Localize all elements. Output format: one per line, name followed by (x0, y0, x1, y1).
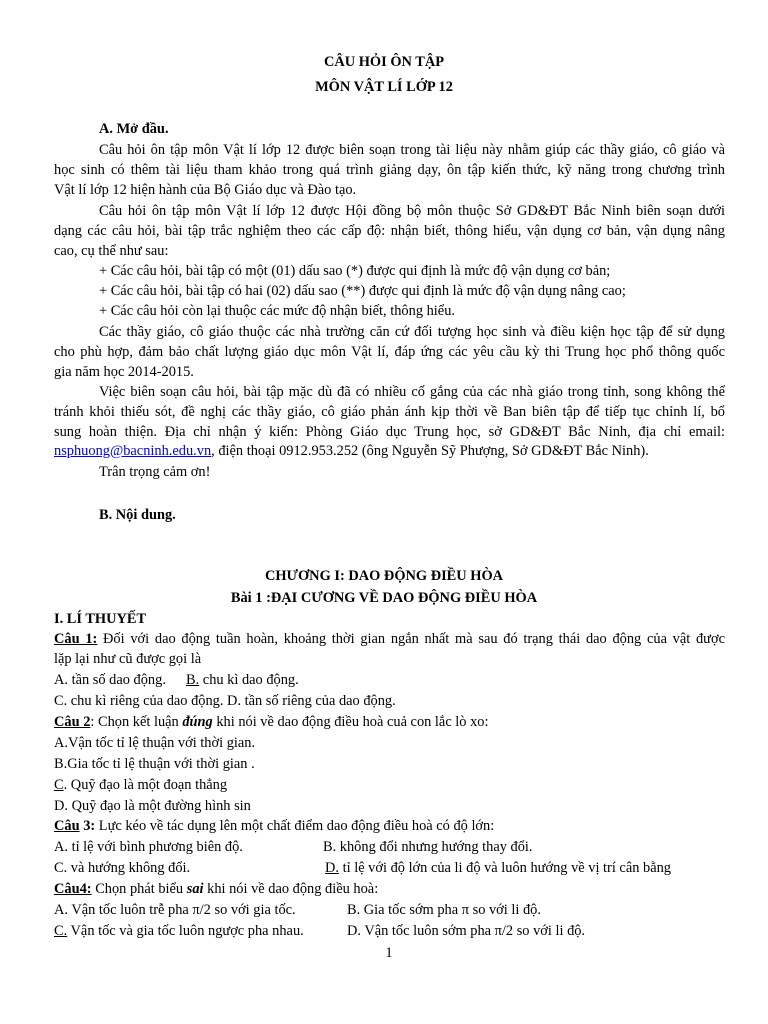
intro-p3-line2: cho phù hợp, đảm bảo chất lượng giáo dục môn Vật lí, đáp ứng các yêu cầu kỳ thi Trung học phổ thông quốc (54, 344, 725, 360)
content-heading: B. Nội dung. (99, 507, 176, 523)
contact-phone-text: , điện thoại 0912.953.252 (ông Nguyễn Sỹ Phượng, Sở GD&ĐT Bắc Ninh). (211, 443, 649, 459)
question-1-text: Đối với dao động tuần hoàn, khoảng thời gian ngắn nhất mà sau đó trạng thái dao động của vật được (97, 631, 725, 647)
question-2-option-c-text: . Quỹ đạo là một đoạn thẳng (63, 777, 228, 793)
question-2-option-b: B.Gia tốc tỉ lệ thuận với thời gian . (54, 756, 255, 772)
question-2-label: Câu 2 (54, 714, 91, 730)
question-1-answer-mark: B. (186, 672, 200, 688)
lesson-title: Bài 1 :ĐẠI CƯƠNG VỀ DAO ĐỘNG ĐIỀU HÒA (230, 590, 538, 606)
question-1-option-a: A. tần số dao động. (54, 672, 166, 688)
question-3-label-number: 3: (79, 818, 96, 834)
intro-p4-line3: sung hoàn thiện. Địa chỉ nhận ý kiến: Phòng Giáo dục Trung học, sở GD&ĐT Bắc Ninh, địa chỉ email: (54, 424, 725, 440)
question-4-text-post: khi nói về dao động điều hoà: (203, 881, 379, 897)
intro-heading: A. Mở đầu. (99, 121, 169, 137)
question-3-option-d (325, 858, 671, 878)
question-2-option-d: D. Quỹ đạo là một đường hình sin (54, 798, 251, 814)
question-1-options-cd: C. chu kì riêng của dao động. D. tần số riêng của dao động. (54, 693, 396, 709)
question-3-option-d-text: tỉ lệ với độ lớn của li độ và luôn hướng về vị trí cân bằng (339, 860, 671, 876)
question-2-text-pre: : Chọn kết luận (90, 714, 183, 730)
intro-p4-line1: Việc biên soạn câu hỏi, bài tập mặc dù đã có nhiều cố gắng của các nhà giáo trong tỉnh, song không thể (99, 384, 725, 400)
question-4-line (54, 879, 378, 899)
question-3-line (54, 816, 494, 836)
question-1-line2: lặp lại như cũ được gọi là (54, 651, 202, 667)
question-4-text-emphasis: sai (186, 881, 204, 897)
question-2-text-post: khi nói về dao động điều hoà cuả con lắc lò xo: (212, 714, 489, 730)
question-2-text-emphasis: đúng (182, 714, 213, 730)
chapter-title: CHƯƠNG I: DAO ĐỘNG ĐIỀU HÒA (264, 568, 504, 584)
question-1-line1 (54, 629, 725, 649)
question-4-text-pre: Chọn phát biểu (91, 881, 187, 897)
intro-p2-line1: Câu hỏi ôn tập môn Vật lí lớp 12 được Hội đồng bộ môn thuộc Sở GD&ĐT Bắc Ninh biên soạn dưới (99, 203, 725, 219)
intro-bullet-3: + Các câu hỏi còn lại thuộc các mức độ nhận biết, thông hiểu. (99, 303, 455, 319)
question-3-label: Câu (54, 818, 80, 834)
question-3-option-a: A. tỉ lệ với bình phương biên độ. (54, 839, 243, 855)
question-1-option-b (186, 670, 299, 690)
question-3-option-c: C. và hướng không đổi. (54, 860, 191, 876)
question-4-label: Câu4: (54, 881, 92, 897)
question-3-text: Lực kéo về tác dụng lên một chất điểm dao động điều hoà có độ lớn: (95, 818, 495, 834)
question-4-answer-mark: C. (54, 923, 68, 939)
intro-p1-line3: Vật lí lớp 12 hiện hành của Bộ Giáo dục và Đào tạo. (54, 182, 357, 198)
intro-p4-line2: tránh khỏi thiếu sót, đề nghị các thầy giáo, cô giáo phản ánh kịp thời về Ban biên tập để tiếp tục chỉnh lí, bổ (54, 404, 725, 420)
question-2-answer-mark: C (54, 777, 64, 793)
question-3-option-b: B. không đổi nhưng hướng thay đổi. (323, 839, 533, 855)
intro-p1-line2: học sinh có thêm tài liệu tham khảo trong quá trình giảng dạy, ôn tập kiến thức, kỹ năng trong chương trình (54, 162, 725, 178)
question-4-option-b: B. Gia tốc sớm pha π so với li độ. (347, 902, 541, 918)
question-1-label: Câu 1: (54, 631, 98, 647)
section-heading: I. LÍ THUYẾT (54, 611, 147, 627)
question-4-option-c (54, 921, 304, 941)
intro-p3-line1: Các thầy giáo, cô giáo thuộc các nhà trường căn cứ đối tượng học sinh và điều kiện học tập để sử dụng (99, 324, 725, 340)
thanks-line: Trân trọng cảm ơn! (99, 464, 211, 480)
question-1-option-b-text: chu kì dao động. (199, 672, 299, 688)
question-4-option-d: D. Vận tốc luôn sớm pha π/2 so với li độ. (347, 923, 586, 939)
intro-p2-line3: cao, cụ thể như sau: (54, 243, 169, 259)
question-2-line (54, 712, 488, 732)
doc-title-line1: CÂU HỎI ÔN TẬP (323, 54, 445, 70)
question-3-answer-mark: D. (325, 860, 339, 876)
question-2-option-c (54, 775, 227, 795)
intro-bullet-2: + Các câu hỏi, bài tập có hai (02) dấu sao (**) được qui định là mức độ vận dụng nâng cao; (99, 283, 626, 299)
question-4-option-c-text: Vận tốc và gia tốc luôn ngược pha nhau. (67, 923, 304, 939)
intro-p3-line3: gia năm học 2014-2015. (54, 364, 194, 380)
intro-p1-line1: Câu hỏi ôn tập môn Vật lí lớp 12 được biên soạn trong tài liệu này nhằm giúp các thầy giáo, cô giáo và (99, 142, 725, 158)
page-number: 1 (385, 945, 393, 961)
question-2-option-a: A.Vận tốc tỉ lệ thuận với thời gian. (54, 735, 256, 751)
doc-title-line2: MÔN VẬT LÍ LỚP 12 (315, 79, 453, 95)
intro-p4-line4 (54, 441, 649, 461)
intro-bullet-1: + Các câu hỏi, bài tập có một (01) dấu sao (*) được qui định là mức độ vận dụng cơ bản; (99, 263, 611, 279)
question-4-option-a: A. Vận tốc luôn trễ pha π/2 so với gia tốc. (54, 902, 296, 918)
contact-email-link[interactable]: nsphuong@bacninh.edu.vn (54, 443, 212, 459)
intro-p2-line2: dạng các câu hỏi, bài tập trắc nghiệm theo các cấp độ: nhận biết, thông hiểu, vận dụng cơ bản, vận dụng nâng (54, 223, 725, 239)
